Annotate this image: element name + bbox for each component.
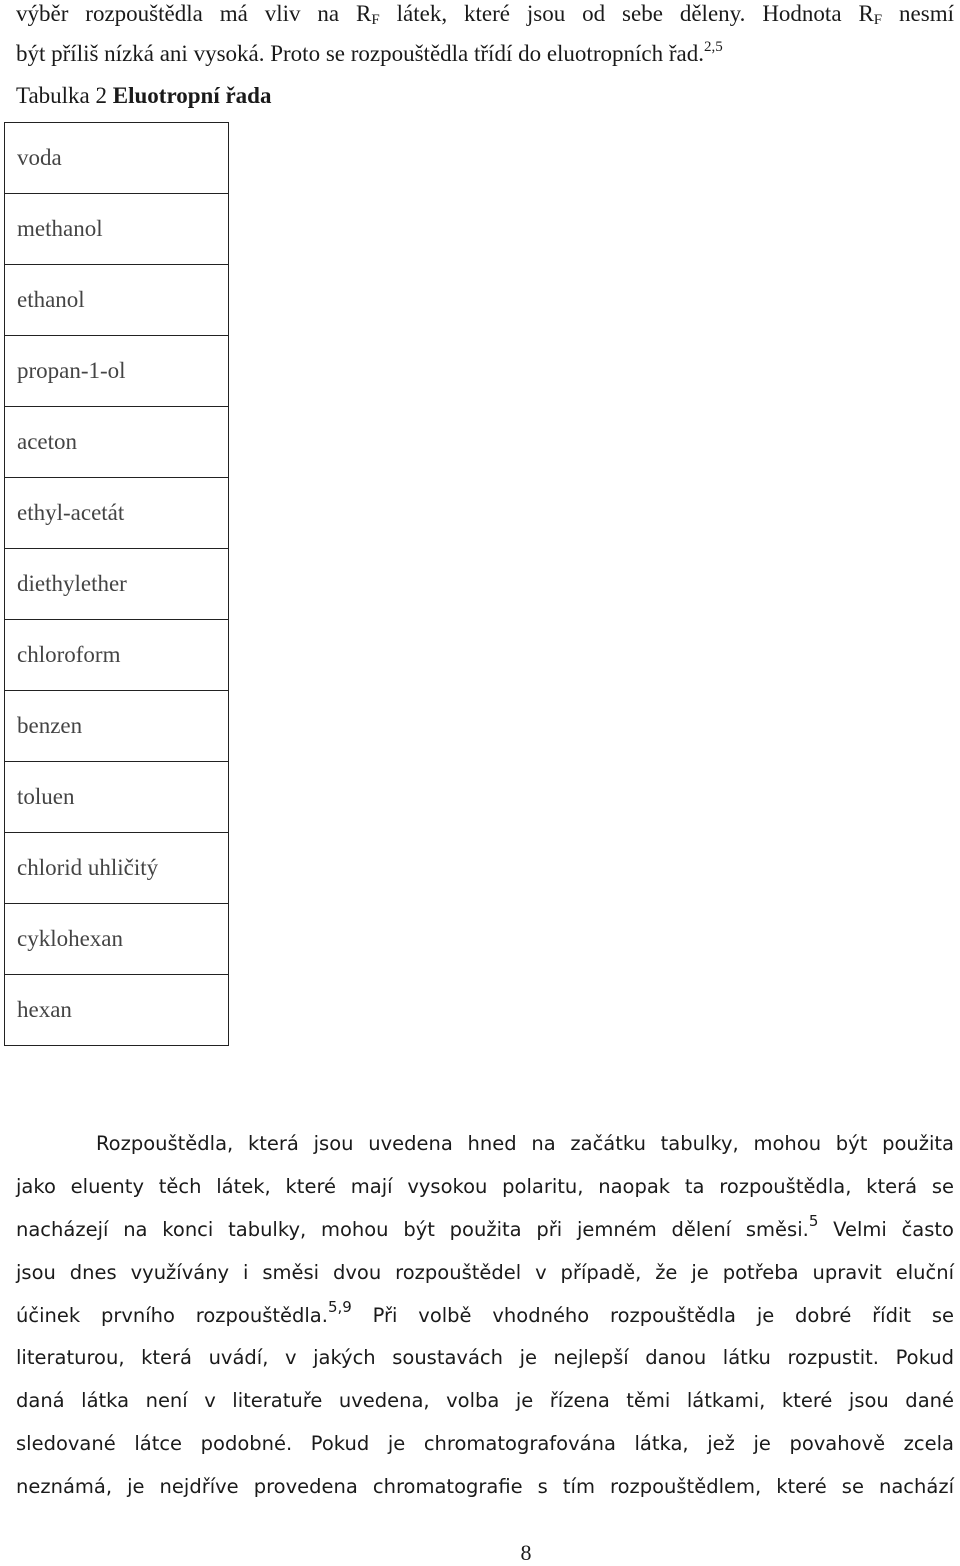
table-cell: toluen <box>5 762 229 833</box>
text-fragment: nacházejí na konci tabulky, mohou být použita při jemném dělení směsi. <box>16 1218 809 1241</box>
table-caption <box>16 84 271 107</box>
table-row <box>5 620 229 691</box>
table-cell: voda <box>5 123 229 194</box>
text-fragment: účinek prvního rozpouštědla. <box>16 1304 328 1327</box>
subscript: F <box>873 12 883 28</box>
citation-superscript: 2,5 <box>703 39 723 55</box>
table-row <box>5 123 229 194</box>
table-row <box>5 194 229 265</box>
table-row <box>5 336 229 407</box>
text-fragment: Velmi často <box>818 1218 954 1241</box>
table-cell: benzen <box>5 691 229 762</box>
citation-superscript: 5,9 <box>327 1298 352 1316</box>
text-fragment: Při volbě vhodného rozpouštědla je dobré řídit se <box>351 1304 954 1327</box>
table-row <box>5 478 229 549</box>
body-line-7: daná látka není v literatuře uvedena, volba je řízena těmi látkami, které jsou dané <box>16 1389 954 1412</box>
table-cell: cyklohexan <box>5 904 229 975</box>
page-number: 8 <box>520 1540 532 1565</box>
subscript: F <box>371 12 380 28</box>
table-row <box>5 549 229 620</box>
citation-superscript: 5 <box>808 1212 819 1230</box>
body-line-9: neznámá, je nejdříve provedena chromatografie s tím rozpouštědlem, které se nachází <box>16 1475 954 1498</box>
caption-title: Eluotropní řada <box>112 83 272 108</box>
text-fragment: nesmí <box>882 1 954 26</box>
table-row <box>5 833 229 904</box>
table-cell: chloroform <box>5 620 229 691</box>
table-row <box>5 691 229 762</box>
text-fragment: výběr rozpouštědla má vliv na R <box>16 1 372 26</box>
body-line-2: jako eluenty těch látek, které mají vysokou polaritu, naopak ta rozpouštědla, která se <box>16 1175 954 1198</box>
body-line-6: literaturou, která uvádí, v jakých soustavách je nejlepší danou látku rozpustit. Pokud <box>16 1346 954 1369</box>
table-cell: hexan <box>5 975 229 1046</box>
body-line-8: sledované látce podobné. Pokud je chromatografována látka, jež je povahově zcela <box>16 1432 954 1455</box>
top-paragraph-line-1 <box>16 1 954 28</box>
table-row <box>5 975 229 1046</box>
body-line-3 <box>16 1212 954 1241</box>
text-fragment: být příliš nízká ani vysoká. Proto se rozpouštědla třídí do eluotropních řad. <box>16 41 704 66</box>
table-cell: chlorid uhličitý <box>5 833 229 904</box>
table-row <box>5 265 229 336</box>
table-row <box>5 407 229 478</box>
table-cell: diethylether <box>5 549 229 620</box>
body-line-1: Rozpouštědla, která jsou uvedena hned na začátku tabulky, mohou být použita <box>96 1132 954 1155</box>
text-fragment: látek, které jsou od sebe děleny. Hodnota R <box>379 1 874 26</box>
eluotropic-series-table <box>4 122 229 1046</box>
top-paragraph-line-2 <box>16 39 723 66</box>
table-cell: ethyl-acetát <box>5 478 229 549</box>
table-cell: propan-1-ol <box>5 336 229 407</box>
body-line-4: jsou dnes využívány i směsi dvou rozpouštědel v případě, že je potřeba upravit eluční <box>16 1261 954 1284</box>
table-row <box>5 904 229 975</box>
table-cell: methanol <box>5 194 229 265</box>
table-cell: ethanol <box>5 265 229 336</box>
table-row <box>5 762 229 833</box>
caption-prefix: Tabulka 2 <box>16 83 113 108</box>
body-line-5 <box>16 1298 954 1327</box>
table-cell: aceton <box>5 407 229 478</box>
